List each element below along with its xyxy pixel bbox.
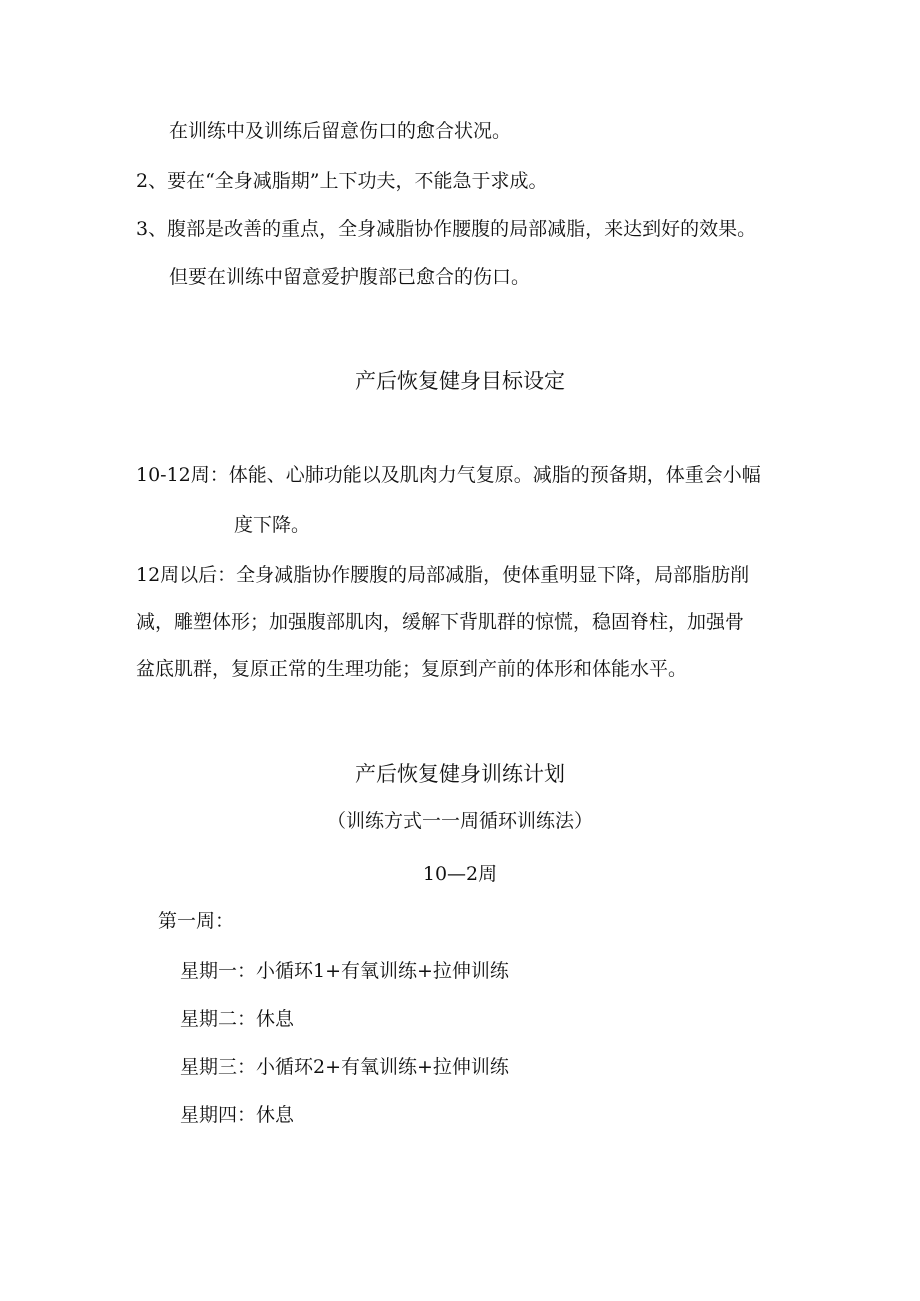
goal-after-12-line-1: 12周以后：全身减脂协作腰腹的局部减脂，使体重明显下降，局部脂肪削 bbox=[136, 564, 750, 586]
schedule-day: 星期三：小循环2+有氧训练+拉伸训练 bbox=[180, 1056, 509, 1078]
goals-title: 产后恢复健身目标设定 bbox=[355, 369, 565, 393]
intro-item-2: 2、要在“全身减脂期”上下功夫，不能急于求成。 bbox=[136, 170, 548, 192]
schedule-day: 星期一：小循环1+有氧训练+拉伸训练 bbox=[180, 960, 509, 982]
week-label: 第一周： bbox=[158, 910, 235, 932]
goal-after-12-line-3: 盆底肌群，复原正常的生理功能；复原到产前的体形和体能水平。 bbox=[136, 658, 688, 680]
schedule-day: 星期二：休息 bbox=[180, 1008, 295, 1030]
goal-12-weeks-line-1: 10-12周：体能、心肺功能以及肌肉力气复原。减脂的预备期，体重会小幅 bbox=[136, 464, 761, 486]
schedule-day: 星期四：休息 bbox=[180, 1104, 295, 1126]
intro-item-3: 3、腹部是改善的重点，全身减脂协作腰腹的局部减脂，来达到好的效果。 bbox=[136, 218, 757, 240]
plan-title: 产后恢复健身训练计划 bbox=[355, 762, 565, 786]
plan-subtitle: （训练方式一一周循环训练法） bbox=[326, 810, 593, 832]
goal-12-weeks-line-2: 度下降。 bbox=[234, 514, 311, 536]
plan-week-range: 10—2周 bbox=[422, 863, 498, 885]
intro-line-1: 在训练中及训练后留意伤口的愈合状况。 bbox=[169, 120, 512, 142]
goal-after-12-line-2: 减，雕塑体形；加强腹部肌肉，缓解下背肌群的惊慌，稳固脊柱，加强骨 bbox=[136, 611, 745, 633]
intro-line-4: 但要在训练中留意爱护腹部已愈合的伤口。 bbox=[169, 266, 531, 288]
